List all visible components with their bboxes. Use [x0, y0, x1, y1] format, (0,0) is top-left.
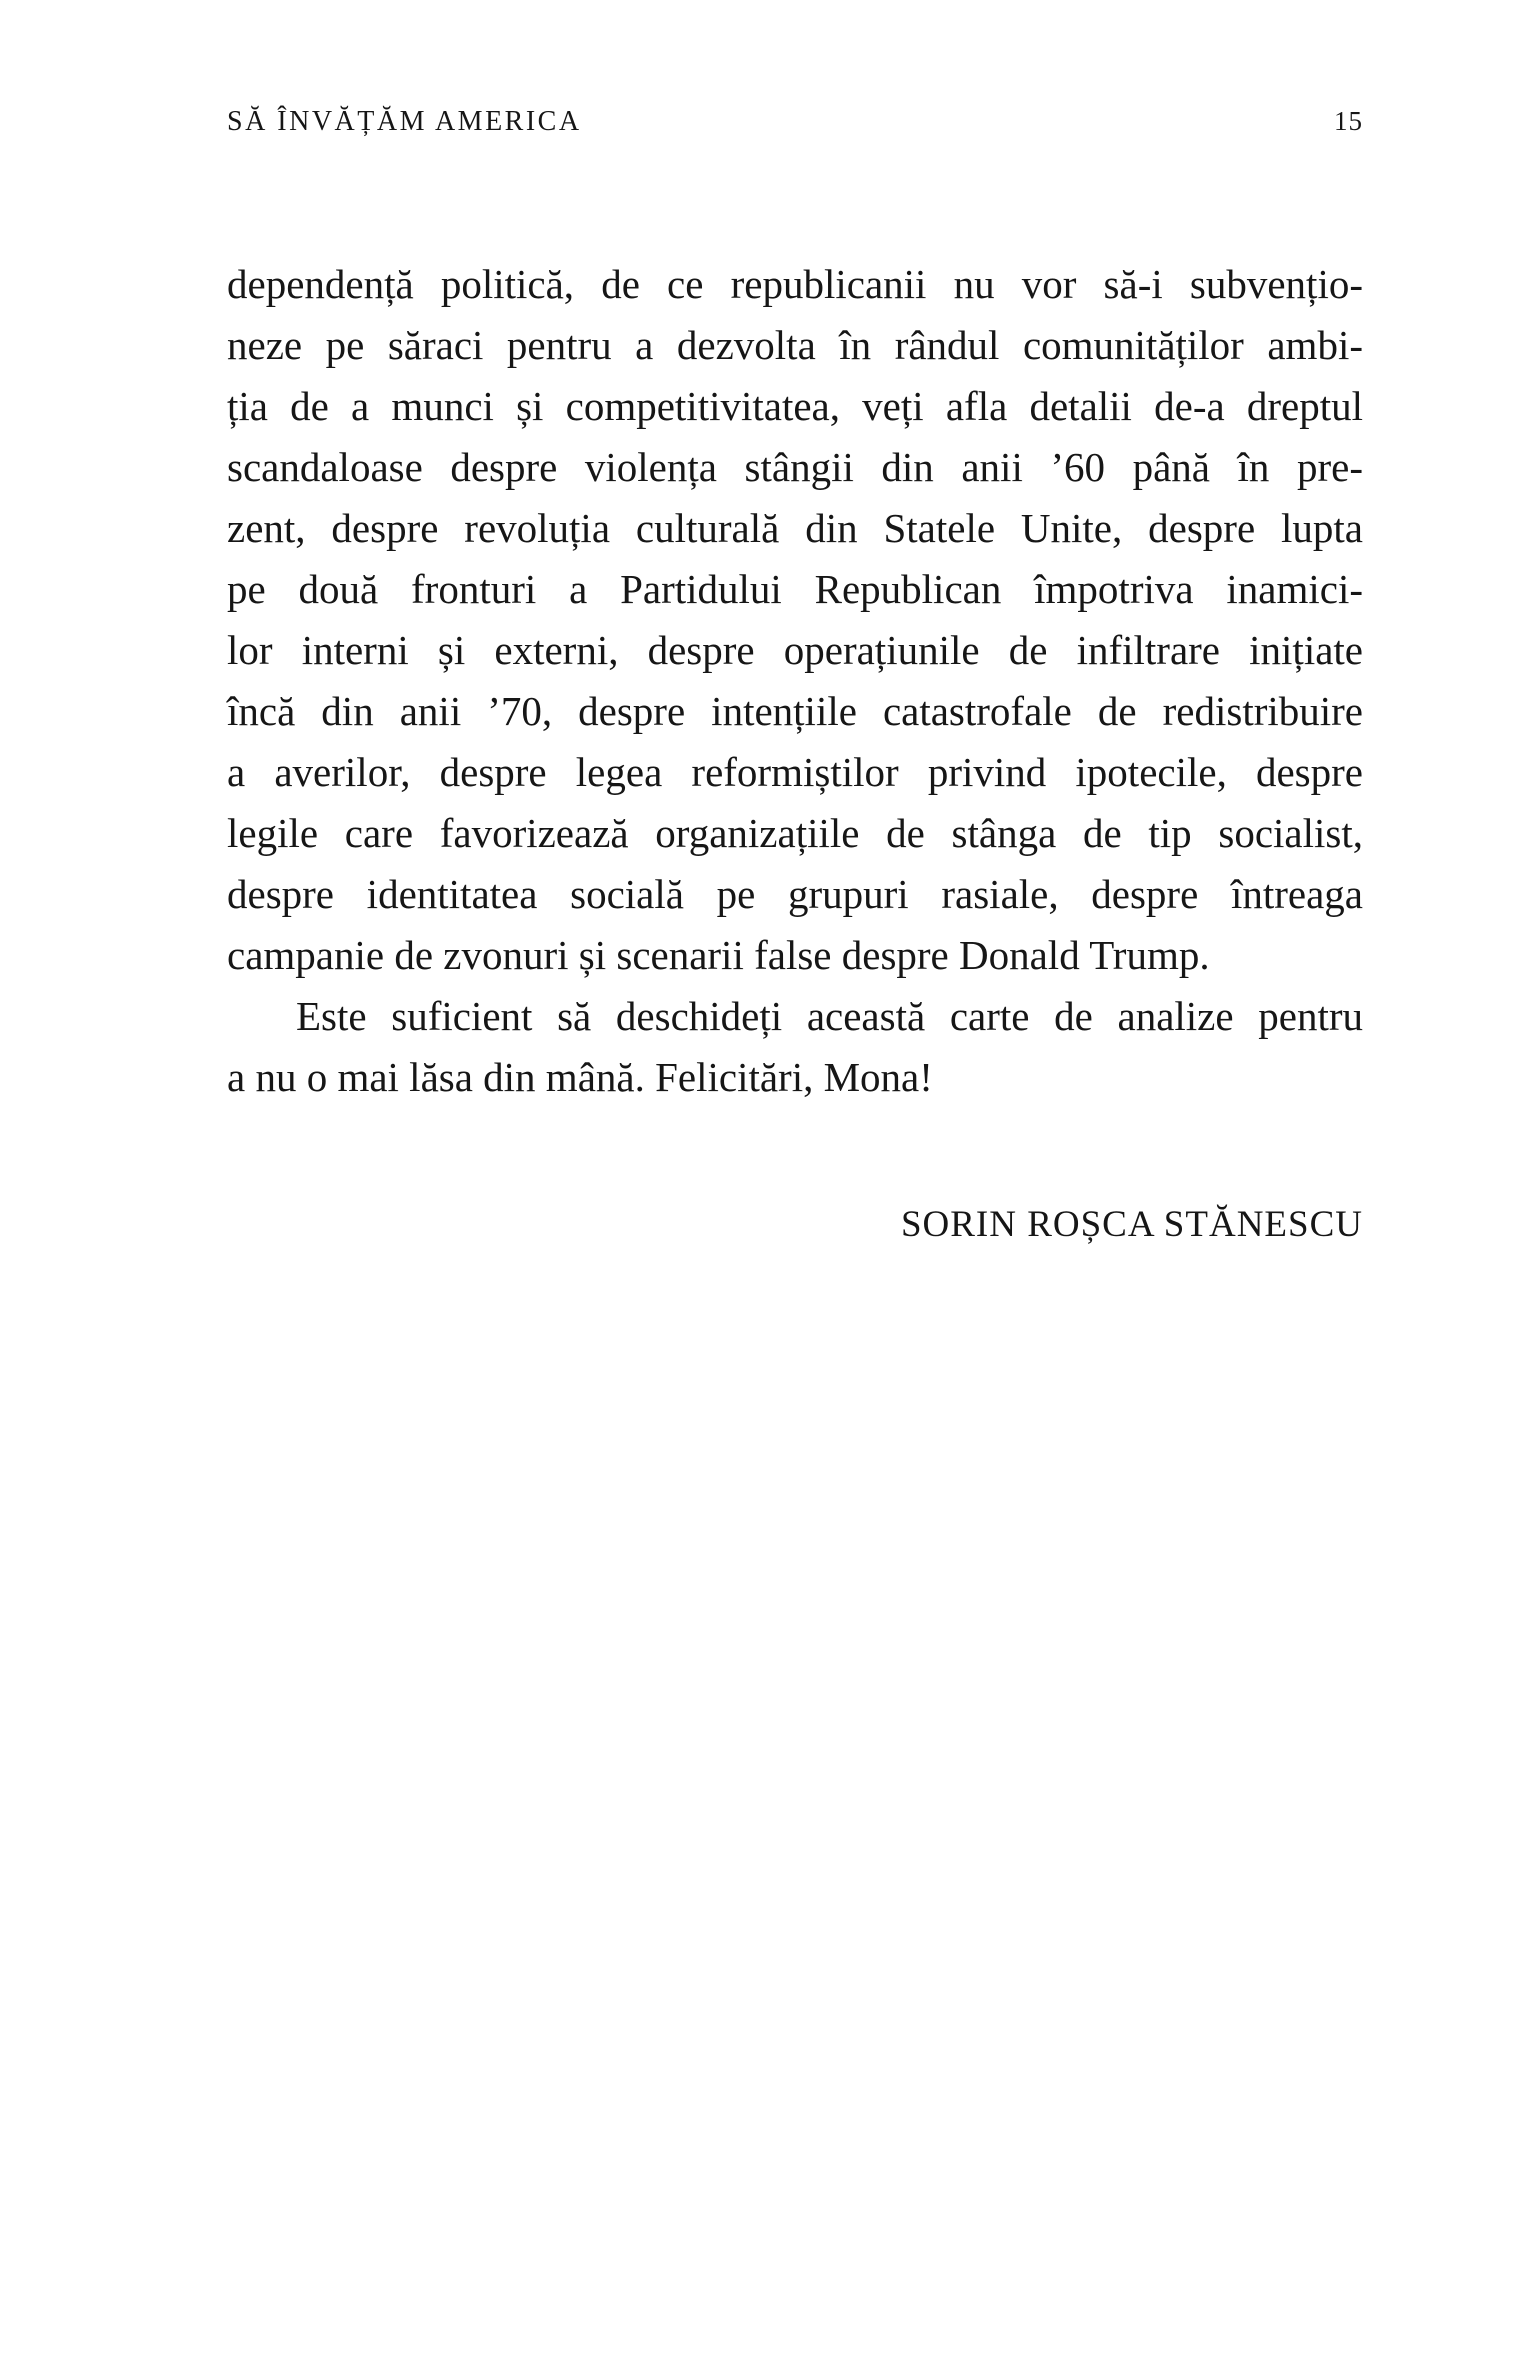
text-line: ția de a munci și competitivitatea, veți afla detalii de-a dreptul: [227, 383, 1363, 429]
page-number: 15: [1334, 106, 1363, 136]
text-line: dependență politică, de ce republicanii nu vor să-i subvențio-: [227, 261, 1363, 307]
paragraph-2: [227, 986, 1363, 1108]
running-header: [227, 106, 1363, 138]
text-line: Este suficient să deschideți această carte de analize pentru: [296, 993, 1363, 1039]
text-line: neze pe săraci pentru a dezvolta în rândul comunităților ambi-: [227, 322, 1363, 368]
text-line: a averilor, despre legea reformiștilor privind ipotecile, despre: [227, 749, 1363, 795]
body-text: [227, 254, 1363, 1255]
text-line: lor interni și externi, despre operațiunile de infiltrare inițiate: [227, 627, 1363, 673]
paragraph-1: [227, 254, 1363, 986]
text-line: legile care favorizează organizațiile de stânga de tip socialist,: [227, 810, 1363, 856]
author-signature: SORIN ROȘCA STĂNESCU: [900, 1204, 1363, 1245]
text-line: a nu o mai lăsa din mână. Felicitări, Mona!: [227, 1054, 933, 1100]
text-line: pe două fronturi a Partidului Republican împotriva inamici-: [227, 566, 1363, 612]
text-line: scandaloase despre violența stângii din anii ’60 până în pre-: [227, 444, 1363, 490]
text-line: zent, despre revoluția culturală din Statele Unite, despre lupta: [227, 505, 1363, 551]
text-line: încă din anii ’70, despre intențiile catastrofale de redistribuire: [227, 688, 1363, 734]
running-header-title: SĂ ÎNVĂȚĂM AMERICA: [227, 106, 582, 137]
text-line: despre identitatea socială pe grupuri rasiale, despre întreaga: [227, 871, 1363, 917]
text-line: campanie de zvonuri și scenarii false despre Donald Trump.: [227, 932, 1210, 978]
